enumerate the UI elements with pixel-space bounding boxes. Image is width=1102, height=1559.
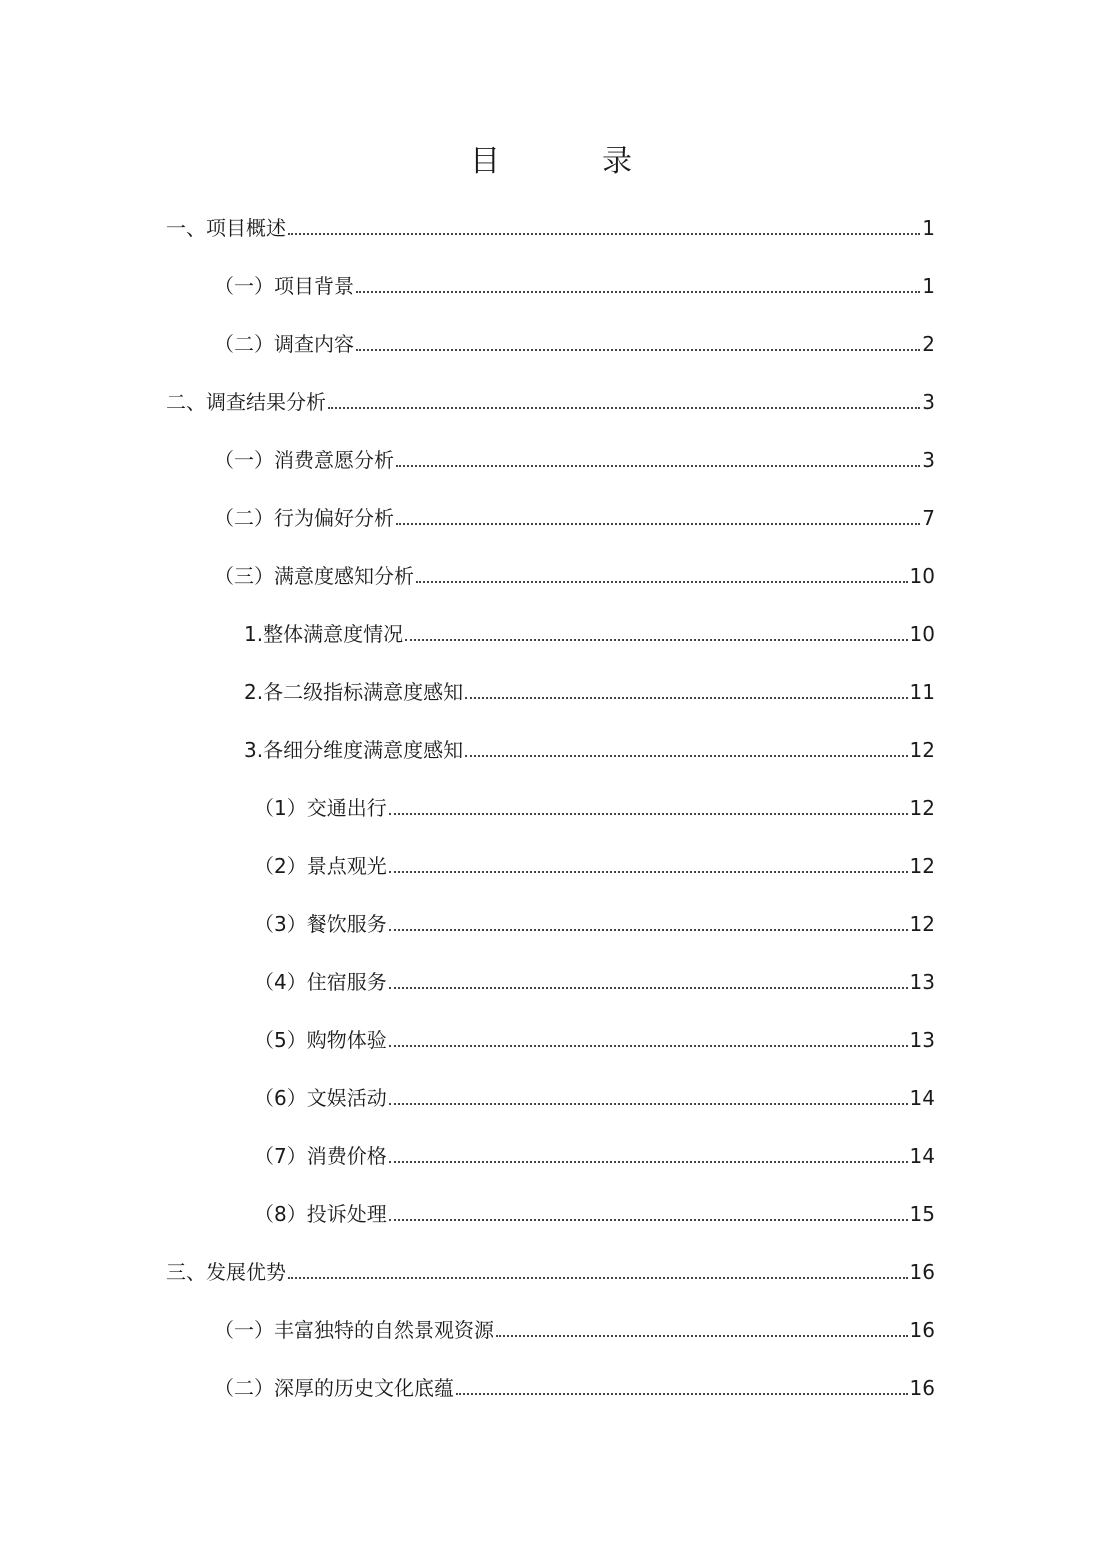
- toc-entry[interactable]: [244, 720, 935, 764]
- toc-entry-label: 二、调查结果分析: [166, 390, 326, 414]
- toc-entry-page: 2: [922, 332, 935, 356]
- toc-entry[interactable]: [254, 1068, 935, 1112]
- toc-entry-label: （1）交通出行: [254, 796, 387, 820]
- toc-entry-label: （一）丰富独特的自然景观资源: [214, 1318, 494, 1342]
- dot-leader: [396, 523, 920, 525]
- toc-entry[interactable]: [214, 488, 935, 532]
- dot-leader: [288, 1277, 908, 1279]
- toc-entry-label: （一）项目背景: [214, 274, 354, 298]
- toc-entry-page: 1: [922, 274, 935, 298]
- toc-entry-page: 14: [909, 1144, 935, 1168]
- toc-entry-label: （7）消费价格: [254, 1144, 387, 1168]
- toc-entry-page: 1: [922, 216, 935, 240]
- toc-entry[interactable]: [254, 1126, 935, 1170]
- toc-entry-page: 12: [909, 738, 935, 762]
- toc-entry[interactable]: [244, 662, 935, 706]
- dot-leader: [496, 1335, 908, 1337]
- dot-leader: [389, 871, 908, 873]
- dot-leader: [356, 291, 920, 293]
- toc-entry[interactable]: [166, 198, 935, 242]
- dot-leader: [389, 987, 908, 989]
- toc-entry-page: 14: [909, 1086, 935, 1110]
- toc-entry-label: 3.各细分维度满意度感知: [244, 738, 464, 762]
- toc-entry-label: 2.各二级指标满意度感知: [244, 680, 464, 704]
- toc-entry-label: （二）深厚的历史文化底蕴: [214, 1376, 454, 1400]
- toc-entry[interactable]: [214, 546, 935, 590]
- toc-entry[interactable]: [254, 778, 935, 822]
- toc-entry[interactable]: [254, 836, 935, 880]
- toc-entry-page: 7: [922, 506, 935, 530]
- toc-entry[interactable]: [166, 372, 935, 416]
- dot-leader: [389, 1161, 908, 1163]
- dot-leader: [288, 233, 920, 235]
- toc-entry-page: 12: [909, 796, 935, 820]
- toc-entry-page: 16: [909, 1318, 935, 1342]
- toc-entry-label: （一）消费意愿分析: [214, 448, 394, 472]
- toc-entry-label: （二）调查内容: [214, 332, 354, 356]
- toc-entry-label: （8）投诉处理: [254, 1202, 387, 1226]
- dot-leader: [389, 929, 908, 931]
- toc-title: 目 录: [470, 144, 668, 179]
- toc-entry-label: （5）购物体验: [254, 1028, 387, 1052]
- toc-entry-label: （6）文娱活动: [254, 1086, 387, 1110]
- toc-entry-page: 10: [909, 564, 935, 588]
- toc-entry-page: 12: [909, 854, 935, 878]
- toc-entry-label: 一、项目概述: [166, 216, 286, 240]
- toc-entry[interactable]: [166, 1242, 935, 1286]
- toc-entry-label: （二）行为偏好分析: [214, 506, 394, 530]
- dot-leader: [396, 465, 920, 467]
- toc-entry-page: 13: [909, 970, 935, 994]
- dot-leader: [405, 639, 907, 641]
- toc-entry[interactable]: [254, 1184, 935, 1228]
- toc-entry-label: （2）景点观光: [254, 854, 387, 878]
- toc-entry-label: 三、发展优势: [166, 1260, 286, 1284]
- toc-entry-page: 10: [909, 622, 935, 646]
- dot-leader: [389, 1219, 908, 1221]
- toc-entry[interactable]: [254, 952, 935, 996]
- toc-entry-label: （三）满意度感知分析: [214, 564, 414, 588]
- toc-entry-page: 3: [922, 448, 935, 472]
- toc-entry-page: 16: [909, 1376, 935, 1400]
- toc-entry[interactable]: [214, 430, 935, 474]
- toc-entry-page: 3: [922, 390, 935, 414]
- toc-entry-label: （4）住宿服务: [254, 970, 387, 994]
- dot-leader: [389, 813, 908, 815]
- toc-entry[interactable]: [254, 894, 935, 938]
- dot-leader: [465, 697, 907, 699]
- toc-entry-page: 12: [909, 912, 935, 936]
- toc-entry-label: 1.整体满意度情况: [244, 622, 404, 646]
- dot-leader: [389, 1103, 908, 1105]
- toc-entry-page: 11: [909, 680, 935, 704]
- toc-entry[interactable]: [254, 1010, 935, 1054]
- toc-entry-label: （3）餐饮服务: [254, 912, 387, 936]
- toc-entry[interactable]: [244, 604, 935, 648]
- dot-leader: [356, 349, 920, 351]
- toc-entry[interactable]: [214, 256, 935, 300]
- dot-leader: [456, 1393, 908, 1395]
- toc-entry-page: 15: [909, 1202, 935, 1226]
- toc-entry[interactable]: [214, 1358, 935, 1402]
- dot-leader: [328, 407, 920, 409]
- toc-entry-page: 13: [909, 1028, 935, 1052]
- toc-entry[interactable]: [214, 314, 935, 358]
- dot-leader: [416, 581, 908, 583]
- toc-entry[interactable]: [214, 1300, 935, 1344]
- dot-leader: [389, 1045, 908, 1047]
- dot-leader: [465, 755, 907, 757]
- toc-entry-page: 16: [909, 1260, 935, 1284]
